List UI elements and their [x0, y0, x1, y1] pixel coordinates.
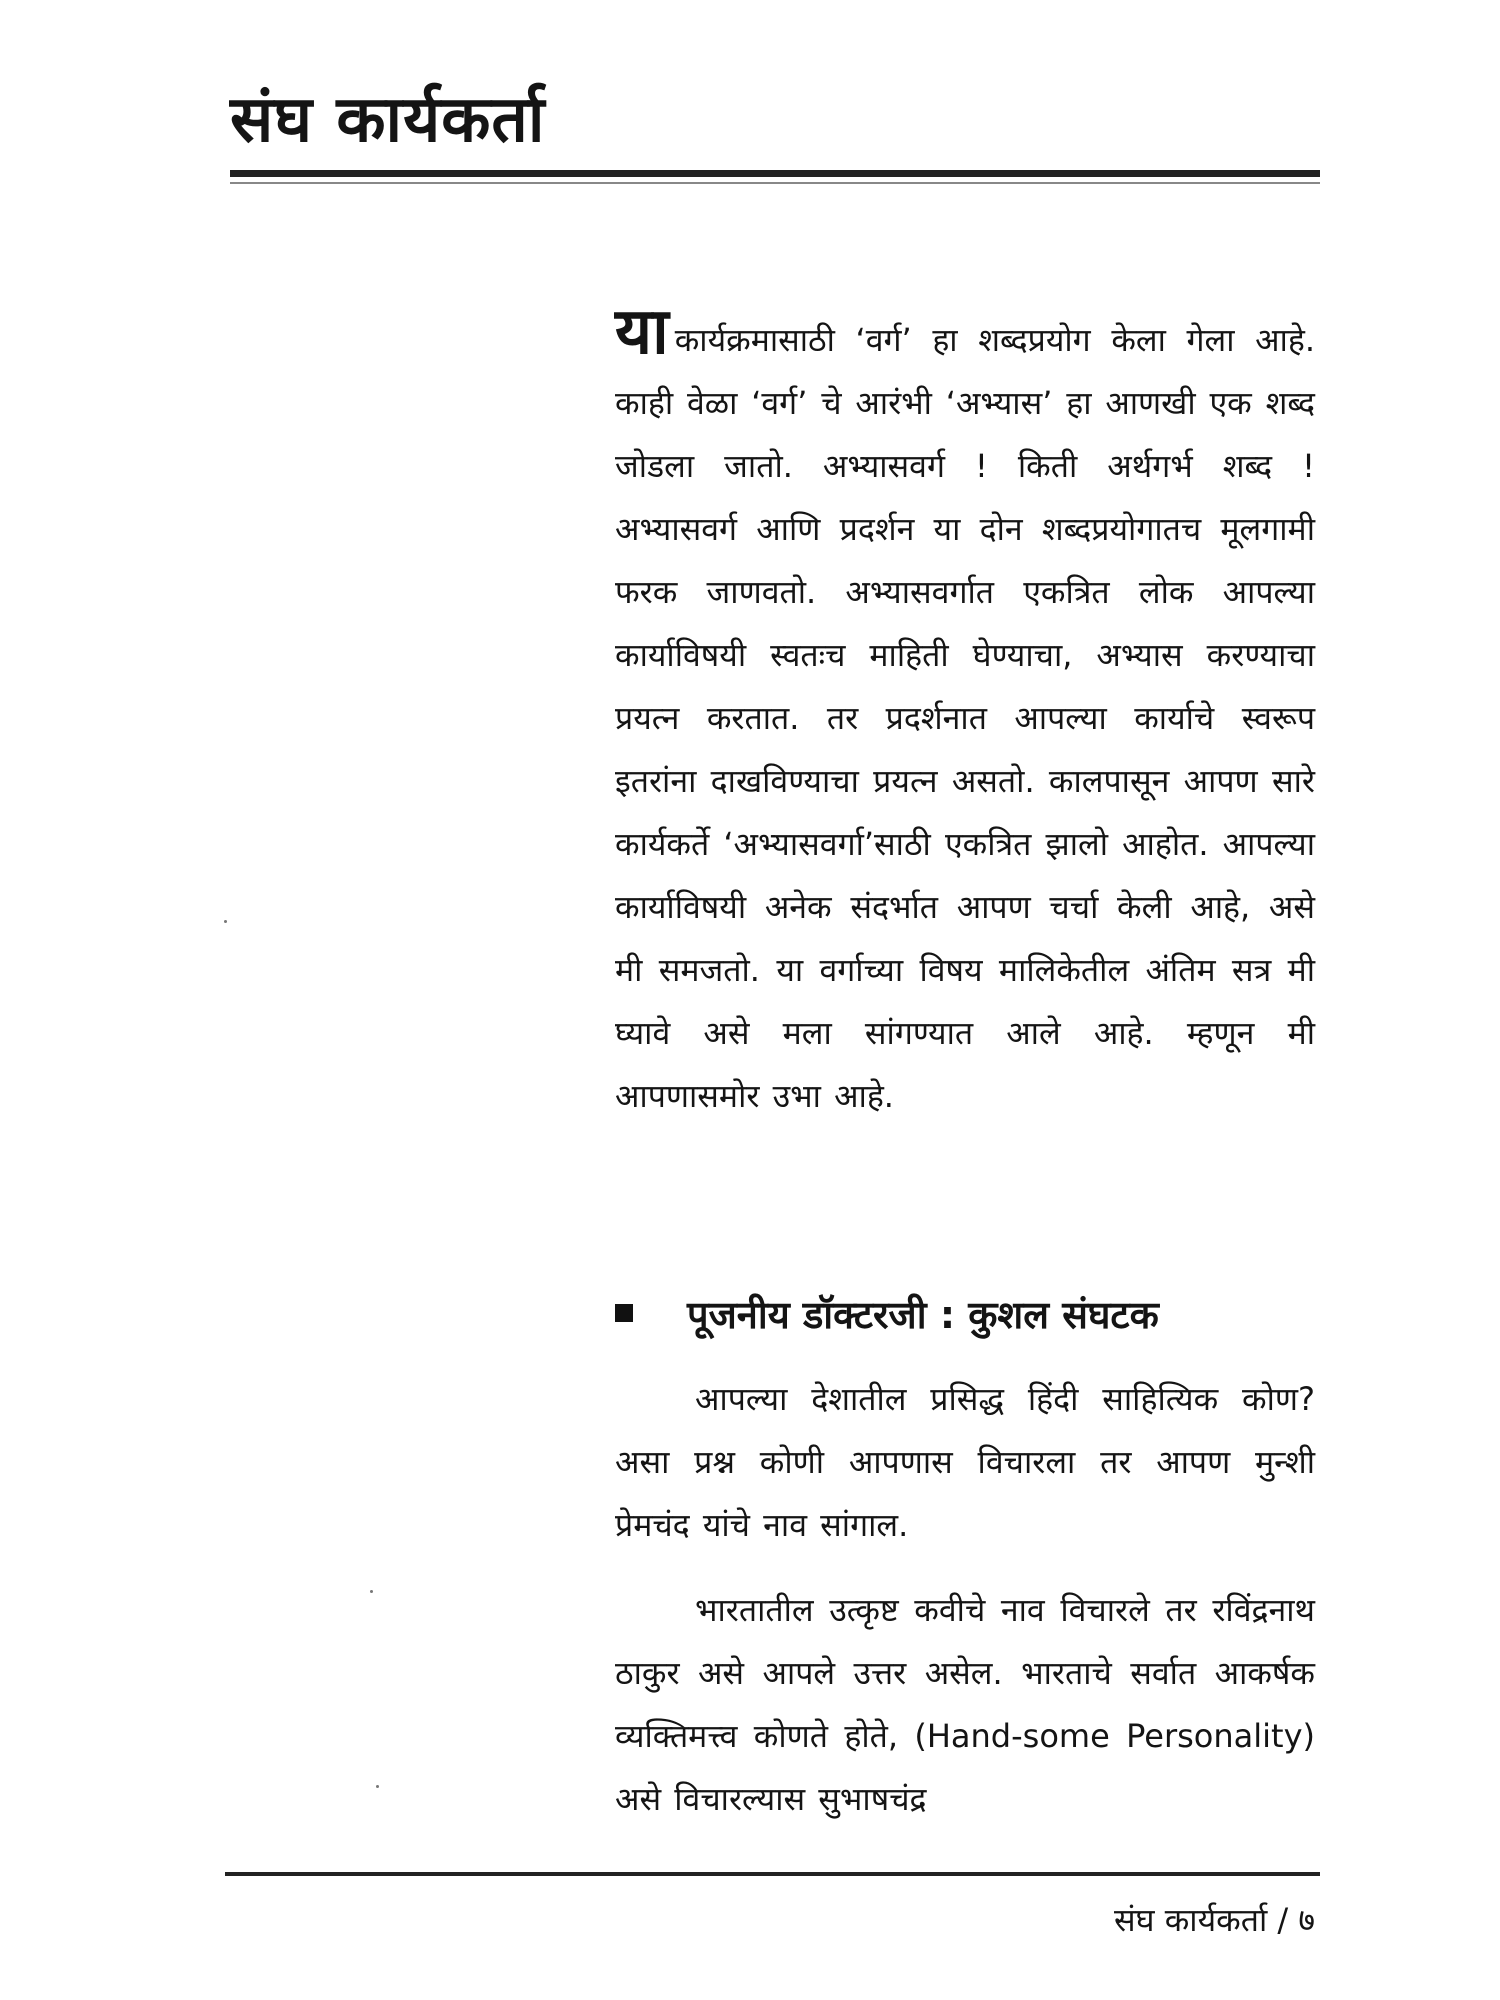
scan-speck	[370, 1590, 373, 1593]
footer-divider	[225, 1872, 1320, 1876]
intro-column	[615, 295, 1315, 1128]
body-paragraph-2: भारतातील उत्कृष्ट कवीचे नाव विचारले तर रविंद्रनाथ ठाकुर असे आपले उत्तर असेल. भारताचे सर्वात आकर्षक व्यक्तिमत्त्व कोणते होते, (Hand-some Personality) असे विचारल्यास सुभाषचंद्र	[615, 1591, 1315, 1818]
header-divider	[230, 170, 1320, 177]
body-paragraph-1: आपल्या देशातील प्रसिद्ध हिंदी साहित्यिक कोण? असा प्रश्न कोणी आपणास विचारला तर आपण मुन्शी प्रेमचंद यांचे नाव सांगाल.	[615, 1380, 1315, 1544]
page-title: संघ कार्यकर्ता	[230, 83, 546, 157]
scan-speck	[376, 1785, 379, 1788]
drop-cap: या	[615, 295, 669, 369]
header-divider-shadow	[230, 182, 1320, 184]
intro-paragraph	[615, 295, 1315, 1128]
intro-text: कार्यक्रमासाठी ‘वर्ग’ हा शब्दप्रयोग केला गेला आहे. काही वेळा ‘वर्ग’ चे आरंभी ‘अभ्यास’ हा आणखी एक शब्द जोडला जातो. अभ्यासवर्ग ! किती अर्थगर्भ शब्द ! अभ्यासवर्ग आणि प्रदर्शन या दोन शब्दप्रयोगातच मूलगामी फरक जाणवतो. अभ्यासवर्गात एकत्रित लोक आपल्या कार्याविषयी स्वतःच माहिती घेण्याचा, अभ्यास करण्याचा प्रयत्न करतात. तर प्रदर्शनात आपल्या कार्याचे स्वरूप इतरांना दाखविण्याचा प्रयत्न असतो. कालपासून आपण सारे कार्यकर्ते ‘अभ्यासवर्गा’साठी एकत्रित झालो आहोत. आपल्या कार्याविषयी अनेक संदर्भात आपण चर्चा केली आहे, असे मी समजतो. या वर्गाच्या विषय मालिकेतील अंतिम सत्र मी घ्यावे असे मला सांगण्यात आले आहे. म्हणून मी आपणासमोर उभा आहे.	[615, 321, 1315, 1115]
running-footer: संघ कार्यकर्ता / ७	[1113, 1901, 1315, 1939]
square-bullet-icon	[615, 1304, 633, 1322]
section-heading-text: पूजनीय डॉक्टरजी : कुशल संघटक	[687, 1293, 1159, 1337]
section-heading	[615, 1285, 1335, 1345]
scan-speck	[224, 920, 227, 923]
section-body	[615, 1368, 1315, 1831]
